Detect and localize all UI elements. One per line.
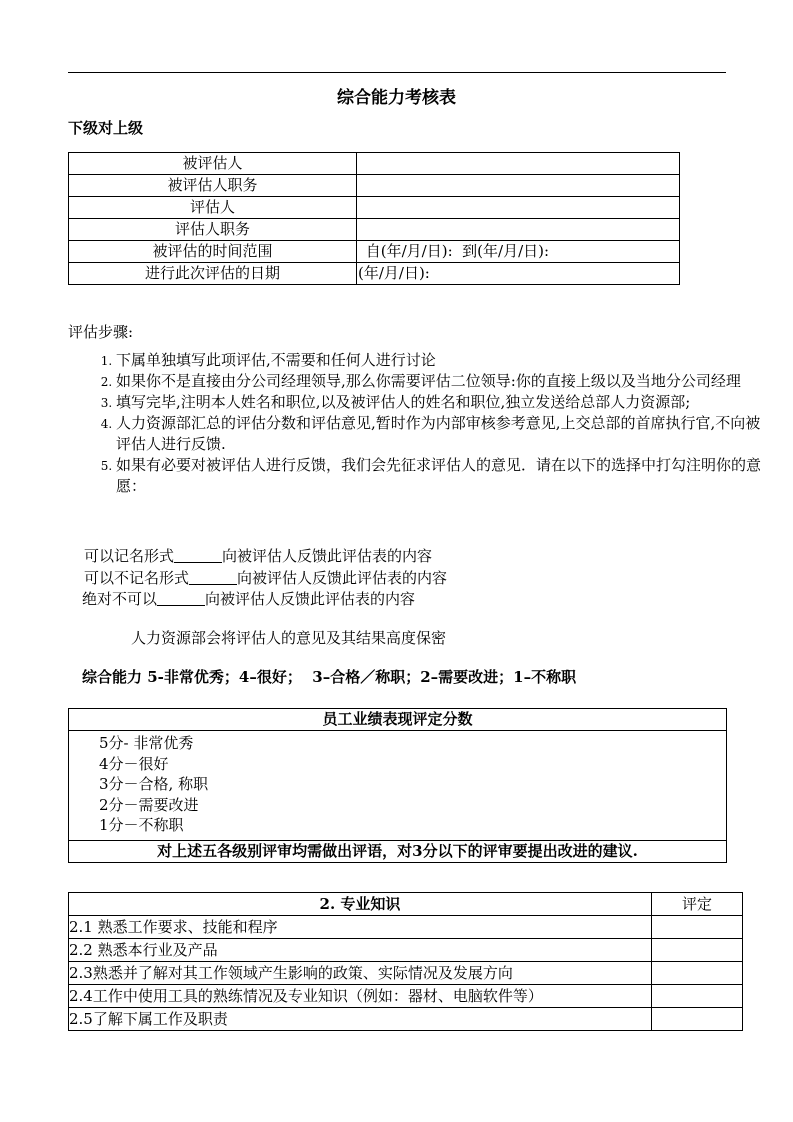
info-value-field[interactable]: 自(年/月/日): 到(年/月/日): — [357, 241, 680, 263]
skill-item: 2.4工作中使用工具的熟练情况及专业知识（例如：器材、电脑软件等） — [69, 985, 652, 1008]
list-item: 3分－合格, 称职 — [99, 775, 209, 793]
info-label: 评估人 — [69, 197, 357, 219]
table-row — [69, 840, 727, 862]
info-label: 评估人职务 — [69, 219, 357, 241]
rating-cell[interactable] — [652, 1008, 743, 1031]
info-value-field[interactable] — [357, 197, 680, 219]
table-row — [69, 709, 727, 731]
table-row — [69, 1008, 743, 1031]
section-title: 下级对上级 — [68, 119, 144, 137]
list-item: 1分－不称职 — [99, 816, 184, 834]
feedback-option-never — [82, 588, 415, 609]
option-label: 向被评估人反馈此评估表的内容 — [222, 547, 433, 565]
table-header: 员工业绩表现评定分数 — [69, 709, 727, 731]
rating-cell[interactable] — [652, 916, 743, 939]
list-item: 5. 如果有必要对被评估人进行反馈，我们会先征求评估人的意见．请在以下的选择中打勾注明你的意愿： — [116, 455, 766, 497]
rating-header: 评定 — [652, 893, 743, 916]
info-value-field[interactable] — [357, 153, 680, 175]
list-item: 2分－需要改进 — [99, 795, 199, 814]
table-footer-note: 对上述五各级别评审均需做出评语，对3分以下的评审要提出改进的建议. — [69, 840, 727, 862]
option-label: 向被评估人反馈此评估表的内容 — [205, 590, 416, 608]
table-header: 2. 专业知识 — [69, 893, 652, 916]
table-row — [69, 985, 743, 1008]
table-row — [69, 197, 680, 219]
feedback-option-anonymous — [84, 567, 447, 588]
info-label: 被评估人职务 — [69, 175, 357, 197]
list-item: 1. 下属单独填写此项评估,不需要和任何人进行讨论 — [116, 350, 766, 371]
document-title: 综合能力考核表 — [337, 88, 456, 108]
option-checkbox-blank[interactable] — [189, 570, 237, 585]
professional-knowledge-table — [68, 892, 743, 1031]
info-label: 被评估的时间范围 — [69, 241, 357, 263]
steps-list — [88, 350, 766, 497]
skill-item: 2.2 熟悉本行业及产品 — [69, 939, 652, 962]
table-row — [69, 263, 680, 285]
table-row — [69, 962, 743, 985]
list-item: 3. 填写完毕,注明本人姓名和职位,以及被评估人的姓名和职位,独立发送给总部人力资源部; — [116, 392, 766, 413]
table-row — [69, 219, 680, 241]
header-rule — [68, 72, 726, 73]
score-list — [69, 731, 727, 841]
skill-item: 2.5了解下属工作及职责 — [69, 1008, 652, 1031]
feedback-option-named — [84, 545, 432, 566]
steps-title: 评估步骤: — [68, 323, 134, 341]
option-checkbox-blank[interactable] — [157, 591, 205, 606]
table-row — [69, 153, 680, 175]
list-item: 4分－很好 — [99, 754, 169, 773]
list-item: 4. 人力资源部汇总的评估分数和评估意见,暂时作为内部审核参考意见,上交总部的首席执行官,不向被评估人进行反馈. — [116, 413, 766, 455]
rating-scale-line: 综合能力 5-非常优秀；4–很好； 3–合格／称职；2–需要改进；1–不称职 — [82, 668, 577, 686]
info-label: 被评估人 — [69, 153, 357, 175]
option-label: 可以不记名形式 — [84, 569, 190, 587]
info-value-field[interactable] — [357, 219, 680, 241]
table-row — [69, 916, 743, 939]
rating-cell[interactable] — [652, 962, 743, 985]
option-label: 绝对不可以 — [82, 590, 158, 608]
option-label: 可以记名形式 — [84, 547, 175, 565]
table-row — [69, 175, 680, 197]
option-checkbox-blank[interactable] — [174, 548, 222, 563]
list-item: 2. 如果你不是直接由分公司经理领导,那么你需要评估二位领导:你的直接上级以及当地分公司经理 — [116, 371, 766, 392]
evaluation-info-table — [68, 152, 680, 285]
table-row — [69, 241, 680, 263]
option-label: 向被评估人反馈此评估表的内容 — [237, 569, 448, 587]
performance-score-table — [68, 708, 727, 863]
skill-item: 2.3熟悉并了解对其工作领域产生影响的政策、实际情况及发展方向 — [69, 962, 652, 985]
table-row — [69, 939, 743, 962]
rating-cell[interactable] — [652, 985, 743, 1008]
info-label: 进行此次评估的日期 — [69, 263, 357, 285]
info-value-field[interactable] — [357, 175, 680, 197]
list-item: 5分- 非常优秀 — [99, 734, 194, 752]
confidentiality-note: 人力资源部会将评估人的意见及其结果高度保密 — [131, 629, 447, 647]
info-value-field[interactable]: (年/月/日): — [357, 263, 680, 285]
table-row — [69, 893, 743, 916]
rating-cell[interactable] — [652, 939, 743, 962]
table-row — [69, 731, 727, 841]
skill-item: 2.1 熟悉工作要求、技能和程序 — [69, 916, 652, 939]
